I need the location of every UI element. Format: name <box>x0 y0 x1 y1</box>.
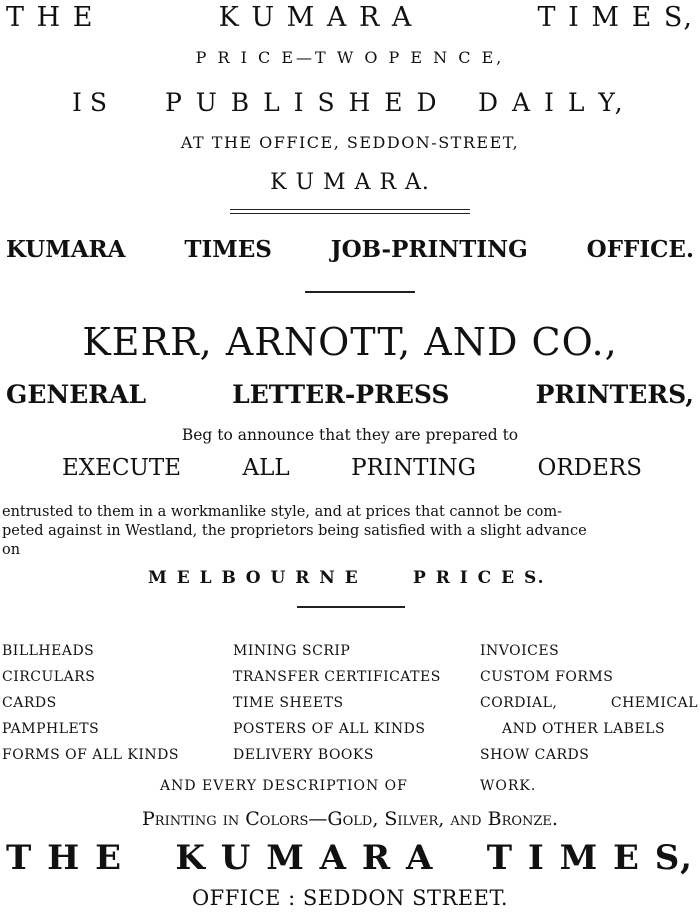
service-item: AND OTHER LABELS <box>502 721 666 737</box>
service-item: FORMS OF ALL KINDS <box>2 747 179 763</box>
execute-word: ORDERS <box>537 455 642 481</box>
double-rule <box>230 213 470 214</box>
job-word: JOB-PRINTING <box>330 236 528 263</box>
job-word: OFFICE. <box>586 236 694 263</box>
published-word: I S <box>72 88 107 117</box>
service-item: BILLHEADS <box>2 643 95 659</box>
body-line: entrusted to them in a workmanlike style, and at prices that cannot be com- <box>2 504 562 520</box>
service-item: MINING SCRIP <box>233 643 351 659</box>
masthead-word: K U M A R A <box>218 2 414 33</box>
footer-word: T H E <box>6 838 124 878</box>
execute-word: ALL <box>242 455 290 481</box>
footer-office: OFFICE : SEDDON STREET. <box>191 886 509 910</box>
service-item: POSTERS OF ALL KINDS <box>233 721 426 737</box>
colors-line: Printing in Colors—Gold, Silver, and Bronze. <box>142 808 558 830</box>
footer-word: T I M E S, <box>486 838 694 878</box>
short-rule <box>305 291 415 293</box>
double-rule <box>230 209 470 210</box>
service-item: TRANSFER CERTIFICATES <box>233 669 441 685</box>
prices-word: M E L B O U R N E <box>148 568 360 588</box>
masthead-title <box>0 2 700 33</box>
footer-word: K U M A R A <box>175 838 435 878</box>
firm-name: KERR, ARNOTT, AND CO., <box>82 320 618 364</box>
firm-execute <box>0 455 700 481</box>
work: WORK. <box>480 778 537 794</box>
masthead-town: K U M A R A. <box>270 170 430 195</box>
masthead-word: T H E <box>6 2 95 33</box>
execute-word: PRINTING <box>351 455 477 481</box>
masthead-price: P R I C E—T W O P E N C E, <box>195 48 505 67</box>
trade-word: LETTER-PRESS <box>232 380 450 409</box>
service-item: CARDS <box>2 695 57 711</box>
service-item: SHOW CARDS <box>480 747 590 763</box>
service-item: DELIVERY BOOKS <box>233 747 374 763</box>
job-word: TIMES <box>184 236 272 263</box>
body-line: peted against in Westland, the proprietors being satisfied with a slight advance <box>2 523 587 539</box>
execute-word: EXECUTE <box>62 455 182 481</box>
firm-trade <box>0 380 700 409</box>
trade-word: PRINTERS, <box>535 380 694 409</box>
services-col1 <box>2 638 179 768</box>
masthead-word: T I M E S, <box>537 2 694 33</box>
services-col2 <box>233 638 441 768</box>
service-item: CORDIAL, CHEMICAL <box>480 695 698 711</box>
firm-announce: Beg to announce that they are prepared to <box>181 426 519 444</box>
services-col3 <box>480 638 698 768</box>
prices-word: P R I C E S. <box>413 568 546 588</box>
service-item: CIRCULARS <box>2 669 96 685</box>
footer-title <box>0 838 700 878</box>
service-item: INVOICES <box>480 643 560 659</box>
short-rule <box>297 606 405 608</box>
body-line: on <box>2 542 21 558</box>
job-office-heading <box>0 236 700 263</box>
service-item: TIME SHEETS <box>233 695 344 711</box>
trade-word: GENERAL <box>6 380 147 409</box>
published-word: D A I L Y, <box>478 88 626 117</box>
masthead-office: AT THE OFFICE, SEDDON-STREET, <box>180 133 520 152</box>
job-word: KUMARA <box>6 236 126 263</box>
service-item: CUSTOM FORMS <box>480 669 614 685</box>
published-word: P U B L I S H E D <box>165 88 440 117</box>
service-item: PAMPHLETS <box>2 721 100 737</box>
every-description: AND EVERY DESCRIPTION OF <box>160 778 408 794</box>
